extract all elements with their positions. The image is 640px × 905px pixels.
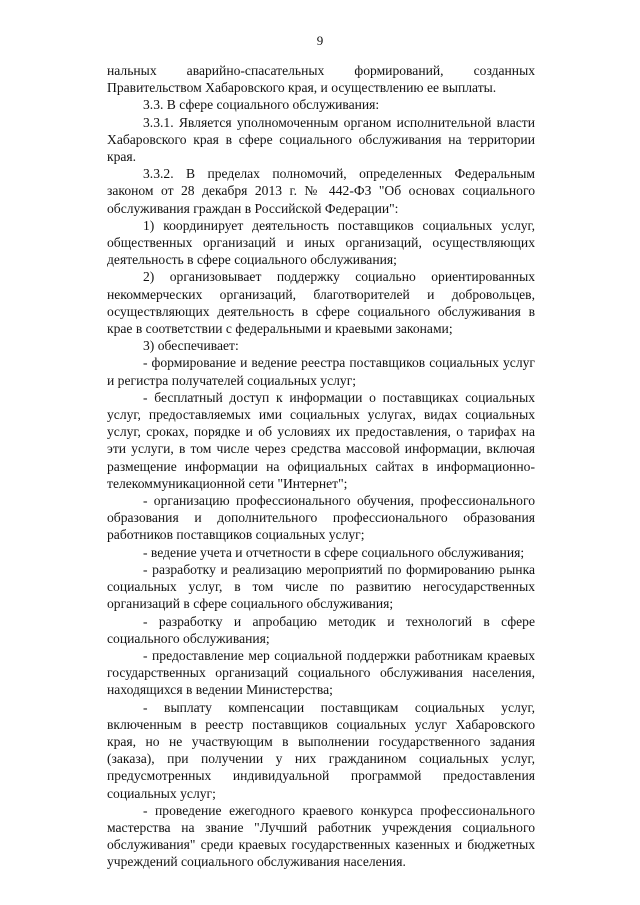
bullet-information-access: - бесплатный доступ к информации о поставщиках социальных услуг, предоставляемых ими социальных услугах, видах социальных услуг, сроках, порядке и об условиях их предоставления, о тарифах на эти услуги, в том числе через средства массовой информации, включая размещение информации на официальных сайтах в информационно-телекоммуникационной сети "Интернет"; [107,389,535,491]
bullet-compensation-payment: - выплату компенсации поставщикам социальных услуг, включенным в реестр поставщиков социальных услуг Хабаровского края, но не участвующим в выполнении государственного задания (заказа), при получении у них гражданином социальных услуг, предусмотренных индивидуальной программой предоставления социальных услуг; [107,699,535,801]
bullet-market-development: - разработку и реализацию мероприятий по формированию рынка социальных услуг, в том числе по развитию негосударственных организаций в сфере социального обслуживания; [107,561,535,612]
page-number: 9 [316,33,324,48]
bullet-registry: - формирование и ведение реестра поставщиков социальных услуг и регистра получателей социальных услуг; [107,355,535,388]
bullet-professional-training: - организацию профессионального обучения, профессионального образования и дополнительного профессионального образования работников поставщиков социальных услуг; [107,493,535,543]
item-3-provides: 3) обеспечивает: [143,338,239,354]
item-2-organizes-support: 2) организовывает поддержку социально ориентированных некоммерческих организаций, благотворителей и добровольцев, осуществляющих деятельность в сфере социального обслуживания в крае в соответствии с федеральными и краевыми законами; [107,269,535,337]
bullet-annual-contest: - проведение ежегодного краевого конкурса профессионального мастерства на звание "Лучший работник учреждения социального обслуживания" среди краевых государственных казенных и бюджетных учреждений социального обслуживания населения. [107,802,535,870]
clause-3-3-2: 3.3.2. В пределах полномочий, определенных Федеральным законом от 28 декабря 2013 г. № 442-ФЗ "Об основах социального обслуживания граждан в Российской Федерации": [107,166,535,216]
bullet-accounting: - ведение учета и отчетности в сфере социального обслуживания; [143,544,525,560]
clause-3-3-1: 3.3.1. Является уполномоченным органом исполнительной власти Хабаровского края в сфере социального обслуживания на территории края. [107,114,535,165]
paragraph-continuation: нальных аварийно-спасательных формирований, созданных Правительством Хабаровского края, и осуществлению ее выплаты. [107,63,535,96]
document-body [107,62,535,871]
section-3-3-heading: 3.3. В сфере социального обслуживания: [143,97,380,113]
bullet-social-support-measures: - предоставление мер социальной поддержки работникам краевых государственных организаций социального обслуживания населения, находящихся в ведении Министерства; [107,647,535,698]
bullet-methods-technologies: - разработку и апробацию методик и технологий в сфере социального обслуживания; [107,613,535,646]
item-1-coordinates: 1) координирует деятельность поставщиков социальных услуг, общественных организаций и иных организаций, осуществляющих деятельность в сфере социального обслуживания; [107,217,535,268]
